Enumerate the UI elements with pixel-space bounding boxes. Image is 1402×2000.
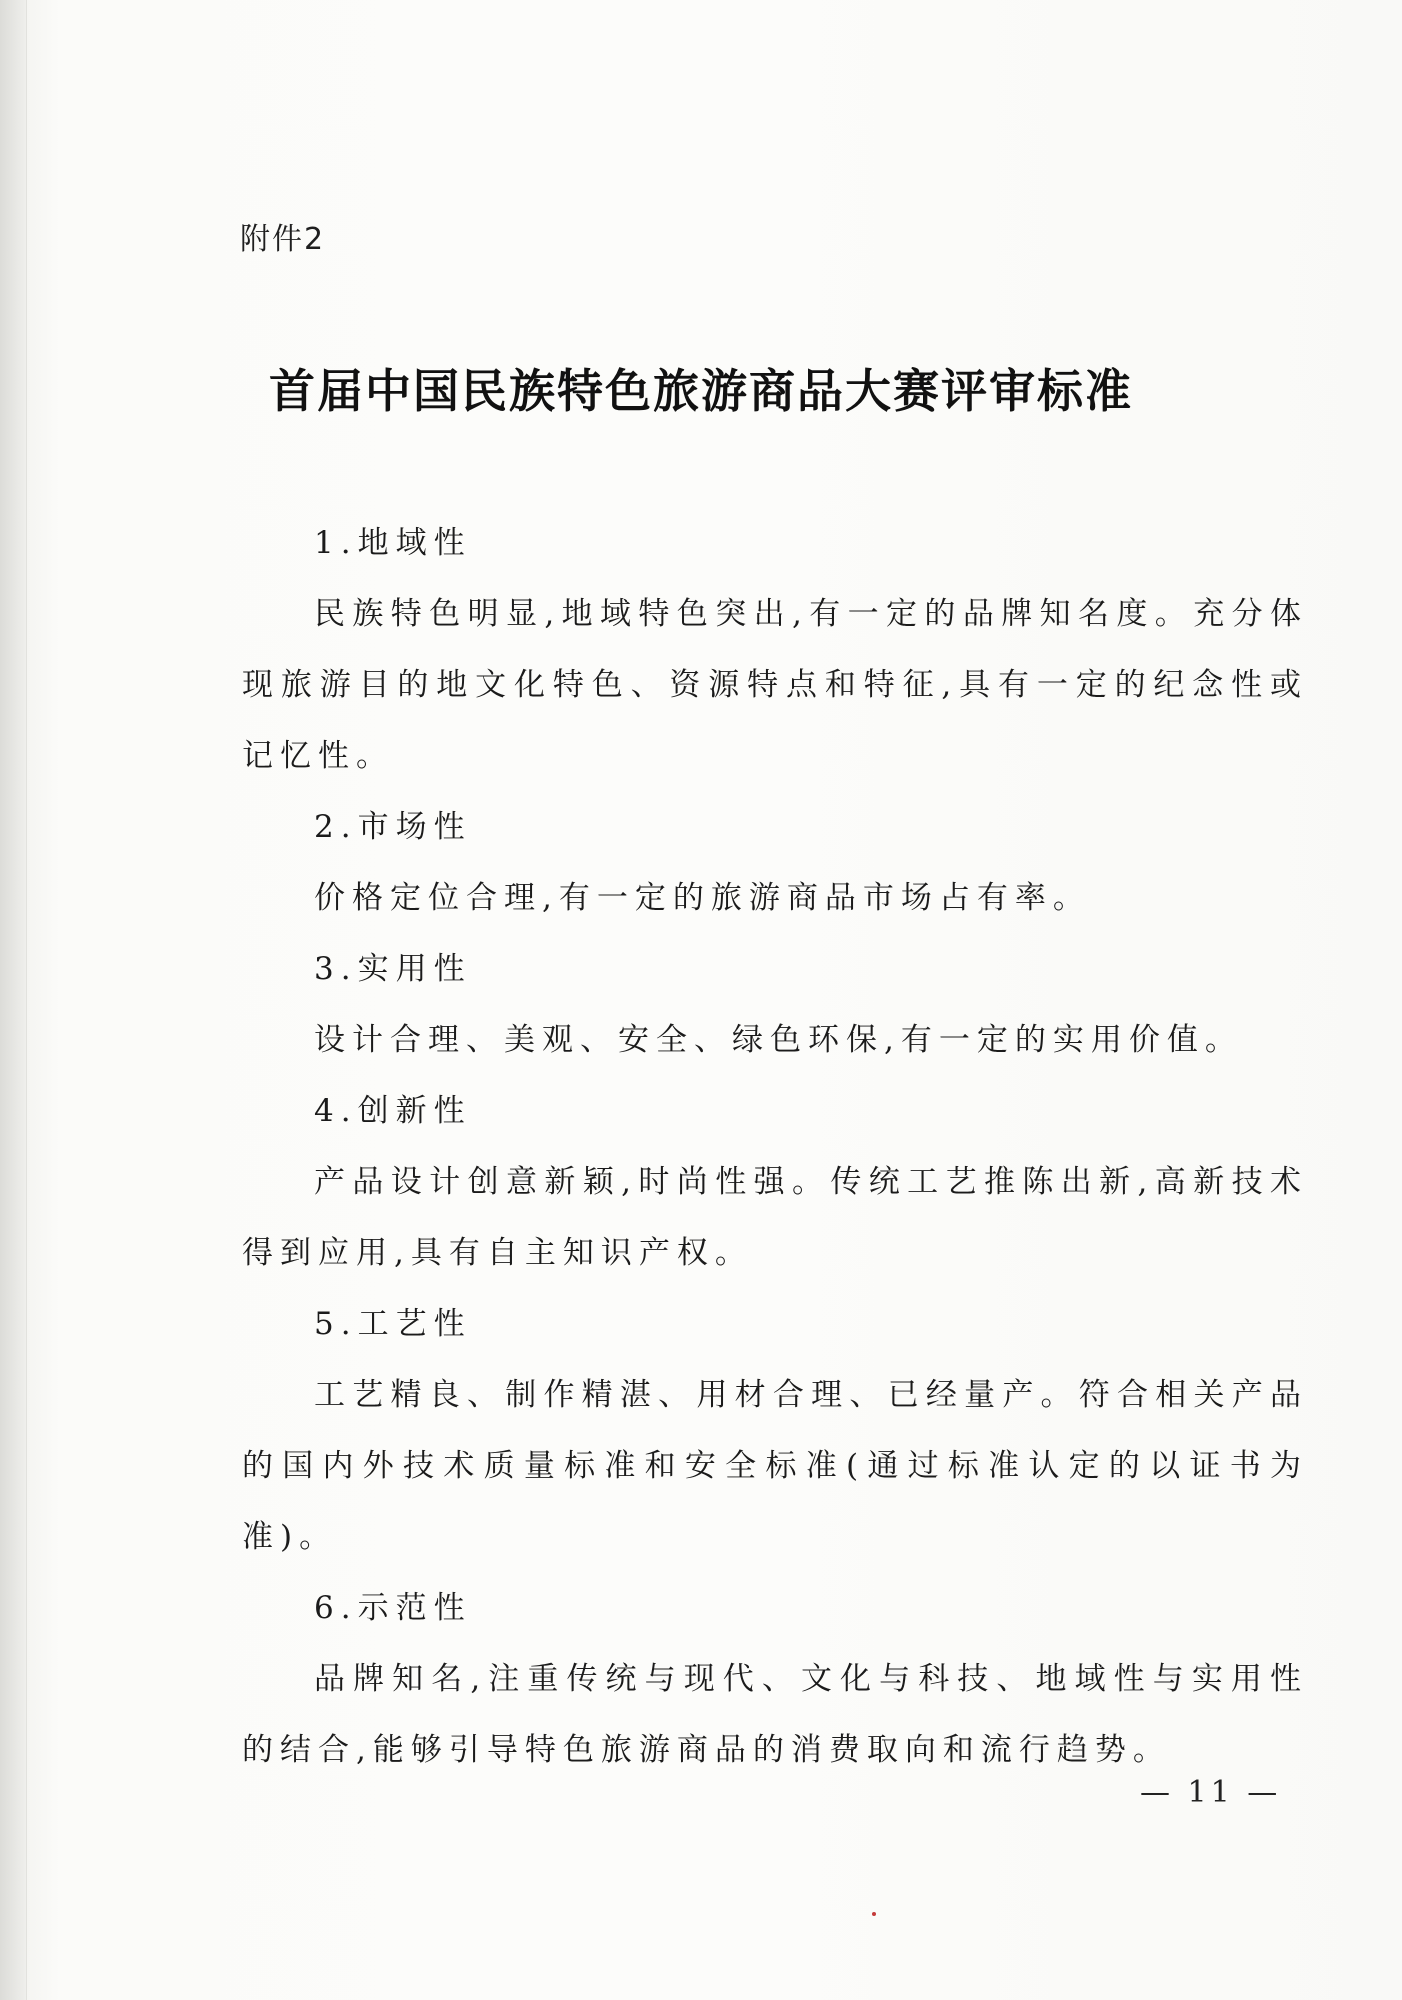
criterion-heading-market: 2.市场性 [314,809,472,845]
document-body [242,508,1308,1786]
criterion-heading-exemplary: 6.示范性 [314,1590,472,1626]
document-title: 首届中国民族特色旅游商品大赛评审标准 [269,364,1133,418]
criterion-heading-craftsmanship: 5.工艺性 [314,1306,472,1342]
criterion-text-craftsmanship: 工艺精良、制作精湛、用材合理、已经量产。符合相关产品的国内外技术质量标准和安全标准(通过标准认定的以证书为准)。 [242,1377,1308,1555]
attachment-label: 附件2 [240,222,326,257]
criterion-heading-innovative: 4.创新性 [314,1093,472,1129]
page-number: — 11 — [1140,1775,1282,1810]
criterion-text-regional: 民族特色明显,地域特色突出,有一定的品牌知名度。充分体现旅游目的地文化特色、资源特点和特征,具有一定的纪念性或记忆性。 [242,596,1308,774]
criterion-text-practical: 设计合理、美观、安全、绿色环保,有一定的实用价值。 [314,1022,1243,1058]
binding-edge [0,0,27,2000]
criterion-text-exemplary: 品牌知名,注重传统与现代、文化与科技、地域性与实用性的结合,能够引导特色旅游商品的消费取向和流行趋势。 [242,1661,1308,1768]
criterion-text-market: 价格定位合理,有一定的旅游商品市场占有率。 [314,880,1091,916]
scan-speck [872,1912,876,1916]
criterion-heading-practical: 3.实用性 [314,951,472,987]
criterion-heading-regional: 1.地域性 [314,525,472,561]
criterion-text-innovative: 产品设计创意新颖,时尚性强。传统工艺推陈出新,高新技术得到应用,具有自主知识产权。 [242,1164,1308,1271]
